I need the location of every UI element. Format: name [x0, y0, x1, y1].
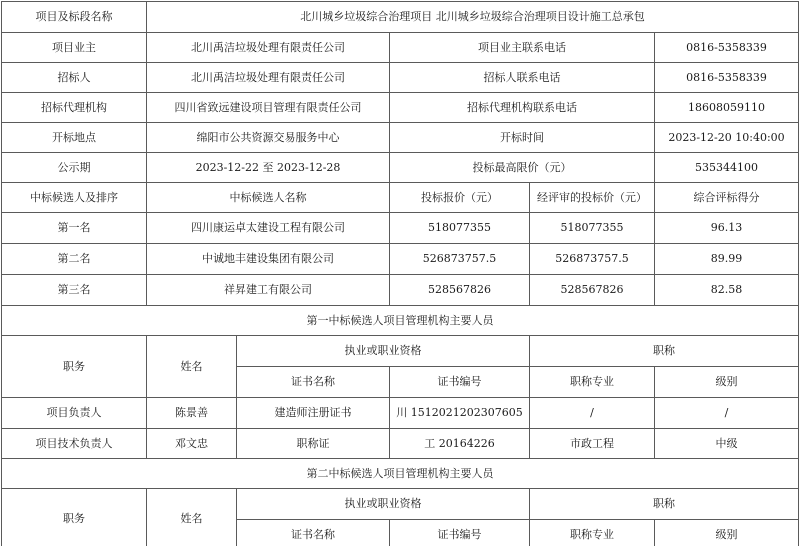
personnel-cert-name: 职称证: [237, 429, 390, 459]
personnel-name: 陈景善: [147, 398, 237, 429]
personnel2-header-title: 职称: [530, 489, 799, 520]
personnel1-title-row: [2, 306, 799, 336]
open-time-value: 2023-12-20 10:40:00: [655, 123, 799, 153]
tenderer-label: 招标人: [2, 63, 147, 93]
tenderer-value: 北川禹洁垃圾处理有限责任公司: [147, 63, 390, 93]
personnel-major: /: [530, 398, 655, 429]
personnel1-title: 第一中标候选人项目管理机构主要人员: [2, 306, 799, 336]
candidate-row-1: [2, 213, 799, 244]
personnel1-header-major: 职称专业: [530, 367, 655, 398]
tenderer-row: [2, 63, 799, 93]
candidates-header-rank: 中标候选人及排序: [2, 183, 147, 213]
candidates-header-name: 中标候选人名称: [147, 183, 390, 213]
agency-row: [2, 93, 799, 123]
personnel1-header-cert-no: 证书编号: [390, 367, 530, 398]
personnel2-header-name: 姓名: [147, 489, 237, 546]
tenderer-phone-label: 招标人联系电话: [390, 63, 655, 93]
personnel-cert-name: 建造师注册证书: [237, 398, 390, 429]
candidate-row-2: [2, 244, 799, 275]
personnel2-header-qualification: 执业或职业资格: [237, 489, 530, 520]
publicity-label: 公示期: [2, 153, 147, 183]
personnel1-row-2: [2, 429, 799, 459]
candidate-rank: 第三名: [2, 275, 147, 306]
personnel-cert-no: 川 1512021202307605: [390, 398, 530, 429]
candidates-header-row: [2, 183, 799, 213]
candidate-row-3: [2, 275, 799, 306]
owner-phone-value: 0816-5358339: [655, 33, 799, 63]
project-name-label: 项目及标段名称: [2, 2, 147, 33]
candidate-name: 中诚地丰建设集团有限公司: [147, 244, 390, 275]
candidate-bid: 528567826: [390, 275, 530, 306]
personnel-name: 邓文忠: [147, 429, 237, 459]
personnel2-header-cert-no: 证书编号: [390, 520, 530, 546]
location-value: 绵阳市公共资源交易服务中心: [147, 123, 390, 153]
personnel2-header-cert-name: 证书名称: [237, 520, 390, 546]
candidate-reviewed-bid: 528567826: [530, 275, 655, 306]
candidates-header-score: 综合评标得分: [655, 183, 799, 213]
max-price-value: 535344100: [655, 153, 799, 183]
personnel1-header-cert-name: 证书名称: [237, 367, 390, 398]
agency-value: 四川省致远建设项目管理有限责任公司: [147, 93, 390, 123]
personnel2-header-major: 职称专业: [530, 520, 655, 546]
personnel-position: 项目负责人: [2, 398, 147, 429]
tenderer-phone-value: 0816-5358339: [655, 63, 799, 93]
personnel2-header-row: [2, 489, 799, 520]
max-price-label: 投标最高限价（元）: [390, 153, 655, 183]
candidate-bid: 526873757.5: [390, 244, 530, 275]
agency-phone-value: 18608059110: [655, 93, 799, 123]
personnel-position: 项目技术负责人: [2, 429, 147, 459]
location-label: 开标地点: [2, 123, 147, 153]
publicity-row: [2, 153, 799, 183]
agency-label: 招标代理机构: [2, 93, 147, 123]
open-time-label: 开标时间: [390, 123, 655, 153]
personnel-level: 中级: [655, 429, 799, 459]
candidates-header-bid: 投标报价（元）: [390, 183, 530, 213]
owner-row: [2, 33, 799, 63]
personnel1-header-row: [2, 336, 799, 367]
candidate-rank: 第二名: [2, 244, 147, 275]
personnel2-header-level: 级别: [655, 520, 799, 546]
candidate-bid: 518077355: [390, 213, 530, 244]
candidate-name: 四川康运卓太建设工程有限公司: [147, 213, 390, 244]
candidate-score: 82.58: [655, 275, 799, 306]
personnel1-header-title: 职称: [530, 336, 799, 367]
personnel-major: 市政工程: [530, 429, 655, 459]
candidate-score: 96.13: [655, 213, 799, 244]
personnel-cert-no: 工 20164226: [390, 429, 530, 459]
personnel2-header-position: 职务: [2, 489, 147, 546]
personnel2-title: 第二中标候选人项目管理机构主要人员: [2, 459, 799, 489]
candidates-header-reviewed: 经评审的投标价（元）: [530, 183, 655, 213]
bid-result-table: [1, 1, 799, 546]
candidate-score: 89.99: [655, 244, 799, 275]
owner-value: 北川禹洁垃圾处理有限责任公司: [147, 33, 390, 63]
candidate-reviewed-bid: 526873757.5: [530, 244, 655, 275]
candidate-rank: 第一名: [2, 213, 147, 244]
personnel1-header-position: 职务: [2, 336, 147, 398]
publicity-value: 2023-12-22 至 2023-12-28: [147, 153, 390, 183]
project-name-value: 北川城乡垃圾综合治理项目 北川城乡垃圾综合治理项目设计施工总承包: [147, 2, 799, 33]
project-name-row: [2, 2, 799, 33]
personnel1-header-qualification: 执业或职业资格: [237, 336, 530, 367]
owner-phone-label: 项目业主联系电话: [390, 33, 655, 63]
candidate-reviewed-bid: 518077355: [530, 213, 655, 244]
agency-phone-label: 招标代理机构联系电话: [390, 93, 655, 123]
owner-label: 项目业主: [2, 33, 147, 63]
personnel1-header-level: 级别: [655, 367, 799, 398]
personnel1-row-1: [2, 398, 799, 429]
personnel2-title-row: [2, 459, 799, 489]
candidate-name: 祥昇建工有限公司: [147, 275, 390, 306]
location-row: [2, 123, 799, 153]
personnel-level: /: [655, 398, 799, 429]
personnel1-header-name: 姓名: [147, 336, 237, 398]
